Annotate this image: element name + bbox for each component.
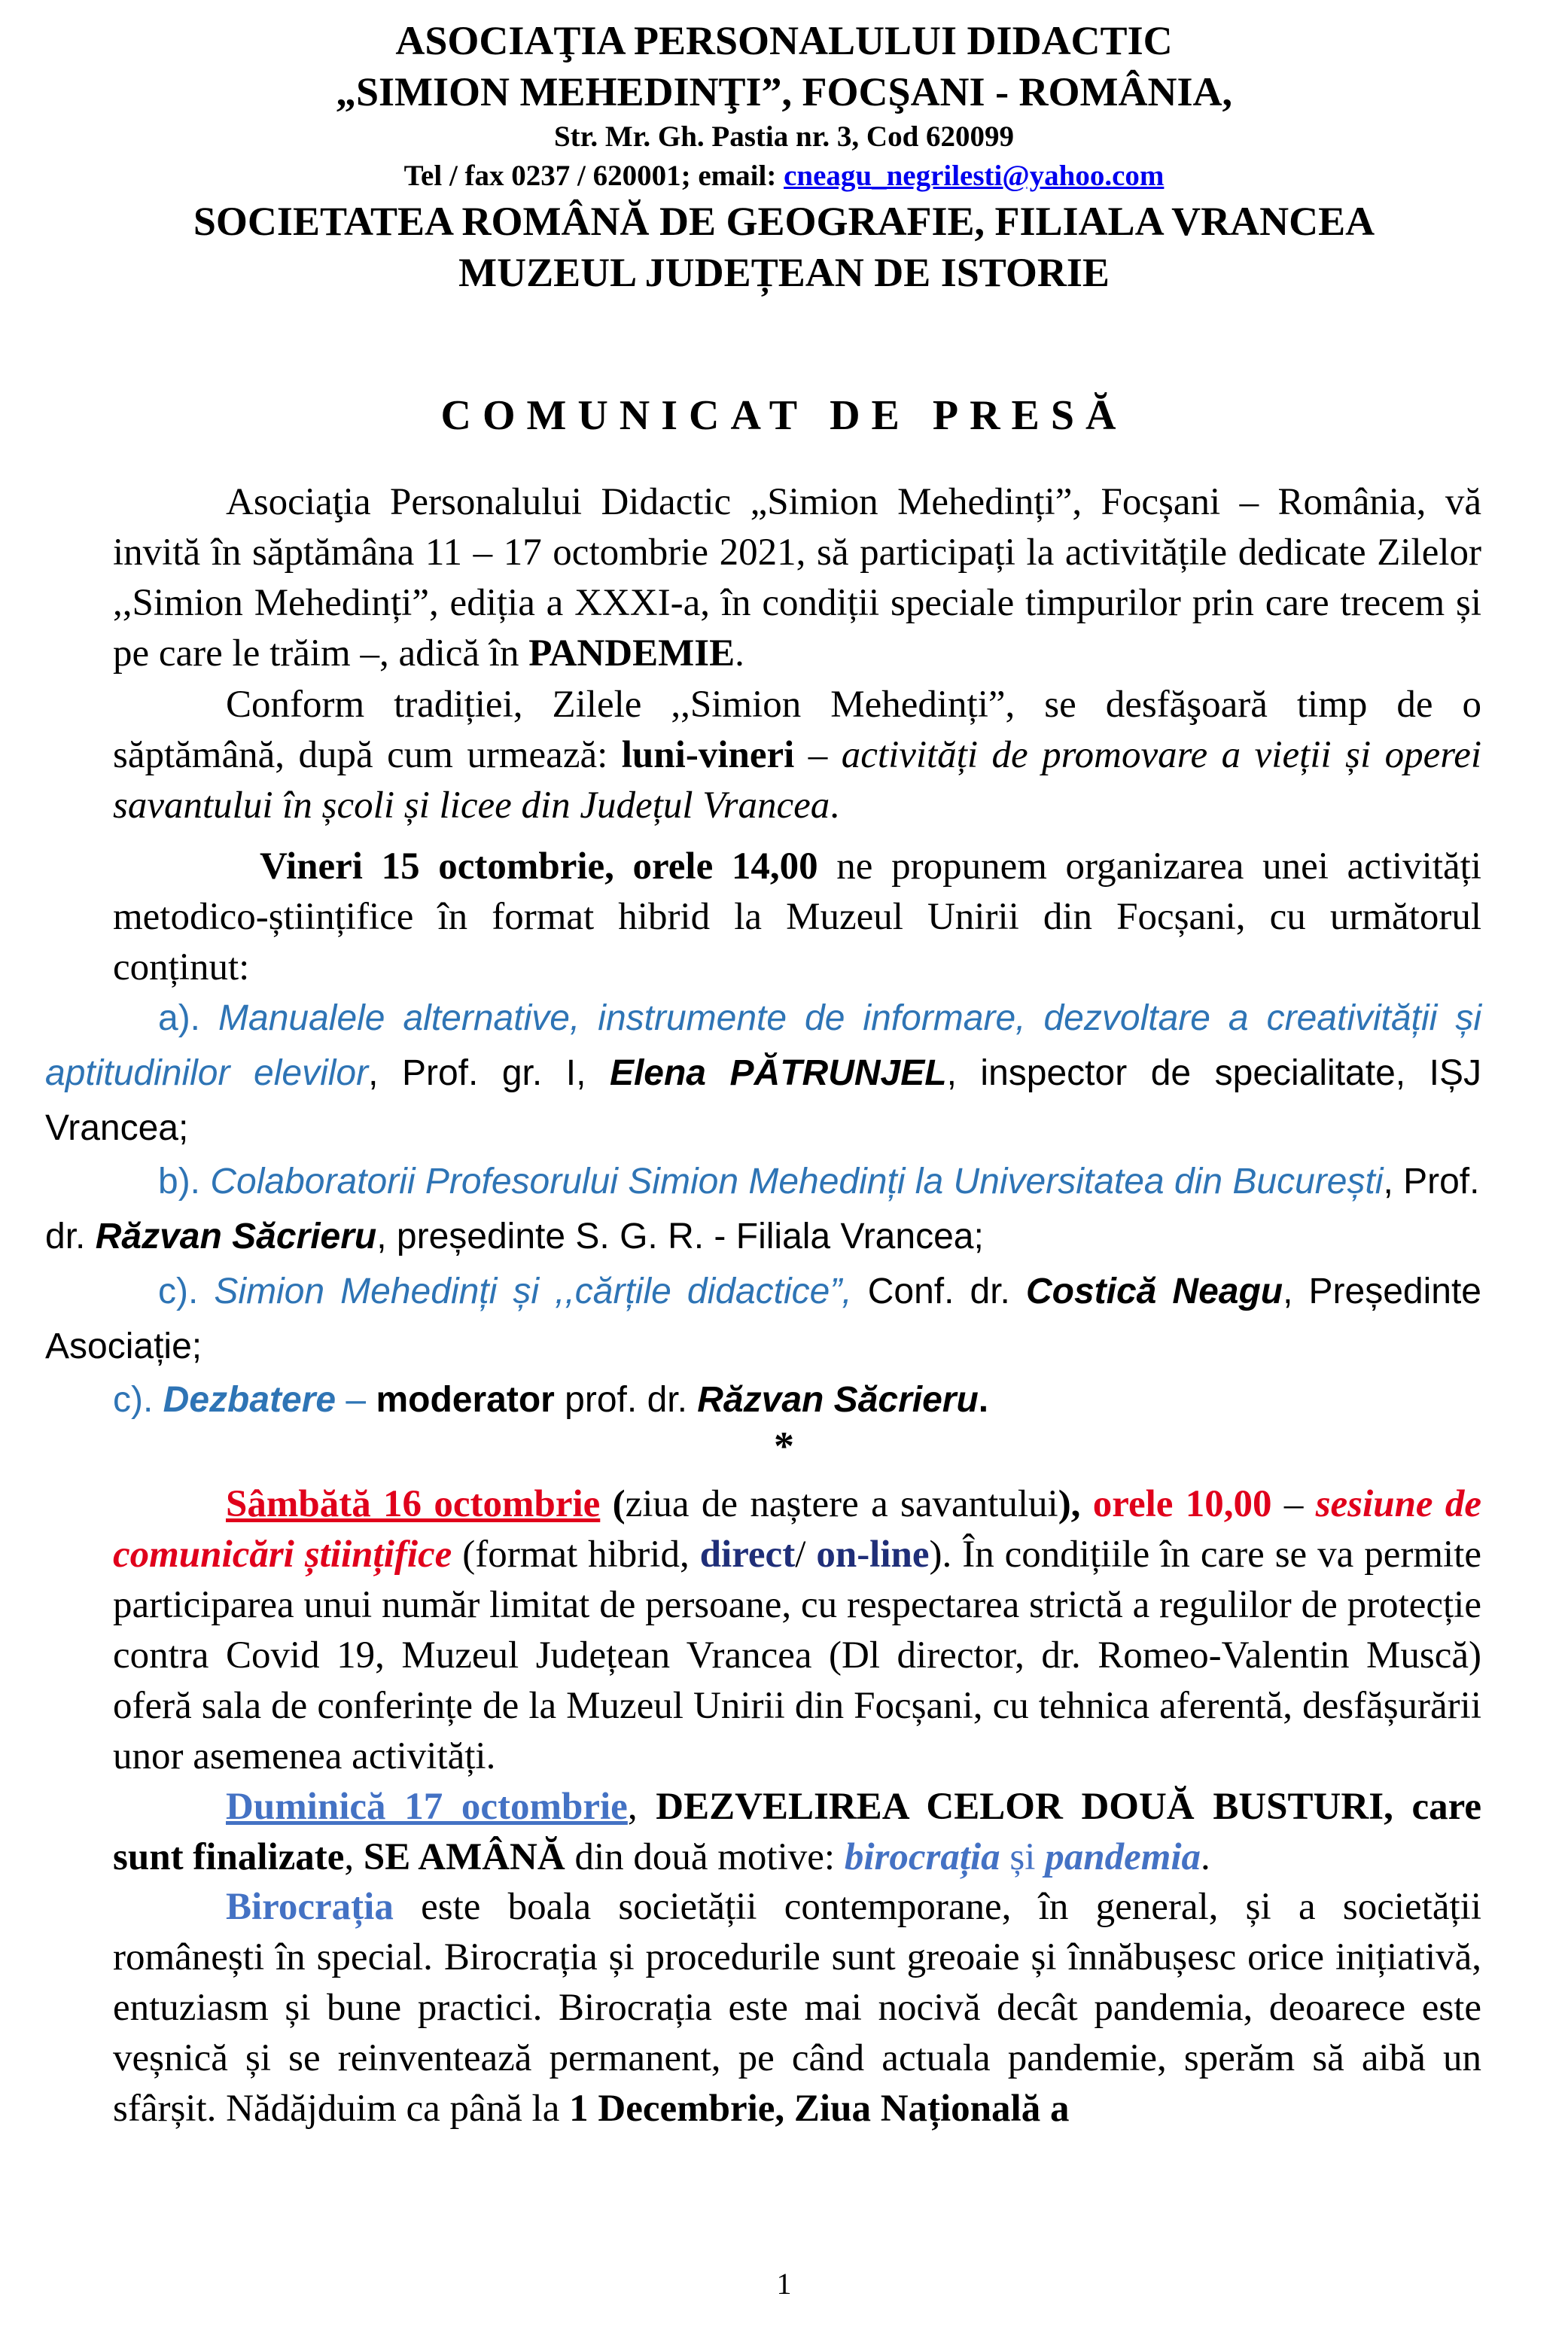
p5-comma-1: ,: [627, 1786, 656, 1828]
agenda-item-a: [45, 991, 1481, 1156]
header-line-5: SOCIETATEA ROMÂNĂ DE GEOGRAFIE, FILIALA VRANCEA: [193, 199, 1375, 244]
item-a-title: Manualele alternative, instrumente de informare, dezvoltare a creativității și aptitudinilor elevilor: [45, 998, 1482, 1093]
p4-text: ). În condițiile în care se va permite participarea unui număr limitat de persoane, cu respectarea strictă a regulilor de protecție contra Covid 19, Muzeul Județean Vrancea (Dl director, dr. Romeo-Valentin Muscă) oferă sala de conferințe de la Muzeul Unirii din Focșani, cu tehnica aferentă, desfășurării unor asemenea activități.: [113, 1534, 1481, 1777]
p5-bold-2: SE AMÂNĂ: [363, 1836, 565, 1878]
item-d-dash: –: [336, 1380, 376, 1420]
item-c-post: , Președinte Asociație;: [45, 1272, 1482, 1366]
item-b-title: Colaboratorii Profesorului Simion Mehedinți la Universitatea din București: [210, 1162, 1384, 1202]
p3-text: ne propunem organizarea unei activități metodico-științifice în format hibrid la Muzeul Unirii din Focșani, cu următorul conținut:: [113, 845, 1481, 988]
p4-slash: /: [795, 1534, 817, 1576]
item-a-marker: a).: [158, 998, 219, 1038]
p5-reason-2: pandemia: [1045, 1836, 1201, 1878]
p2-text-b: –: [794, 734, 842, 776]
p5-and: și: [1000, 1836, 1046, 1878]
paragraph-1: [113, 477, 1481, 679]
item-a-post: , inspector de specialitate, IȘJ Vrancea;: [45, 1053, 1481, 1148]
contact-prefix: Tel / fax 0237 / 620001; email:: [403, 160, 784, 192]
p4-paren-close: ),: [1058, 1483, 1093, 1525]
item-c-pre: Conf. dr.: [851, 1272, 1026, 1311]
item-d-name: Răzvan Săcrieru: [697, 1380, 979, 1420]
p5-reason-1: birocrația: [844, 1836, 1000, 1878]
item-d-title: Dezbatere: [163, 1380, 336, 1420]
email-link[interactable]: cneagu_negrilesti@yahoo.com: [784, 160, 1165, 192]
page-number: 1: [776, 2267, 792, 2301]
p5-end: .: [1201, 1836, 1210, 1878]
p4-session: sesiune de comunicări științifice: [113, 1483, 1482, 1576]
paragraph-5: [113, 1782, 1481, 1883]
agenda-item-b: [45, 1154, 1481, 1264]
item-c-name: Costică Neagu: [1025, 1272, 1283, 1311]
item-a-name: Elena PĂTRUNJEL: [609, 1053, 947, 1093]
item-d-end: .: [978, 1380, 989, 1420]
p5-date: Duminică 17 octombrie: [226, 1786, 628, 1828]
p2-end: .: [830, 784, 840, 827]
p4-time: orele 10,00: [1092, 1483, 1272, 1525]
p4-format: (format hibrid,: [452, 1534, 700, 1576]
p4-birthday: ziua de naștere a savantului: [625, 1483, 1058, 1525]
header-address: Str. Mr. Gh. Pastia nr. 3, Cod 620099: [553, 120, 1015, 153]
header-line-1: ASOCIAŢIA PERSONALULUI DIDACTIC: [395, 18, 1173, 63]
letterhead: [0, 15, 1568, 298]
p2-bold: luni-vineri: [621, 734, 795, 776]
header-contact: [0, 157, 1568, 196]
p4-dash: –: [1271, 1483, 1316, 1525]
item-b-post: , președinte S. G. R. - Filiala Vrancea;: [376, 1217, 984, 1256]
header-line-2: „SIMION MEHEDINŢI”, FOCŞANI - ROMÂNIA,: [335, 69, 1233, 114]
item-c-marker: c).: [158, 1272, 215, 1311]
p5-bold-1: DEZVELIREA CELOR DOUĂ BUSTURI, care sunt finalizate: [113, 1786, 1482, 1878]
p4-date: Sâmbătă 16 octombrie: [226, 1483, 601, 1525]
p5-text: din două motive:: [565, 1836, 845, 1878]
item-d-moderator: moderator: [376, 1380, 555, 1420]
p1-bold: PANDEMIE: [528, 632, 735, 675]
item-c-title: Simion Mehedinți și ,,cărțile didactice”,: [214, 1272, 852, 1311]
p6-text: este boala societății contemporane, în general, și a societății românești în special. Birocrația și procedurile sunt greoaie și înnăbușesc orice inițiativă, entuziasm și bune practici. Birocrația este mai nocivă decât pandemia, deoarece este veșnică și se reinventează permanent, pe când actuala pandemie, sperăm să aibă un sfârșit. Nădăjduim ca până la: [113, 1886, 1481, 2130]
item-b-marker: b).: [158, 1162, 211, 1202]
header-line-6: MUZEUL JUDEȚEAN DE ISTORIE: [458, 250, 1110, 295]
document-title: COMUNICAT DE PRESĂ: [440, 392, 1128, 439]
p6-bold: 1 Decembrie, Ziua Națională a: [569, 2088, 1070, 2130]
p4-direct: direct: [699, 1534, 796, 1576]
paragraph-4: [113, 1479, 1481, 1782]
agenda-item-d: [45, 1372, 1481, 1427]
paragraph-6: [113, 1882, 1481, 2134]
p4-online: on-line: [816, 1534, 930, 1576]
paragraph-3: [113, 842, 1481, 993]
item-a-pre: , Prof. gr. I,: [368, 1053, 610, 1093]
p2-text-a: Conform tradiției, Zilele ,,Simion Mehedinți”, se desfăşoară timp de o săptămână, după cum urmează:: [113, 684, 1481, 776]
item-b-name: Răzvan Săcrieru: [95, 1217, 377, 1256]
p3-bold: Vineri 15 octombrie, orele 14,00: [260, 845, 818, 888]
item-d-marker: c).: [113, 1380, 163, 1420]
section-separator: *: [774, 1424, 794, 1469]
p2-italic: activități de promovare a vieții și operei savantului în școli și licee din Județul Vrancea: [113, 734, 1481, 827]
item-d-pre: prof. dr.: [554, 1380, 698, 1420]
paragraph-2: [113, 680, 1481, 831]
p6-lead: Birocrația: [226, 1886, 394, 1928]
item-b-pre: , Prof. dr.: [45, 1162, 1480, 1256]
p1-end: .: [735, 632, 744, 675]
p5-comma-2: ,: [344, 1836, 364, 1878]
p4-paren-open: (: [600, 1483, 626, 1525]
p1-text: Asociaţia Personalului Didactic „Simion Mehedinți”, Focșani – România, vă invită în săptămâna 11 – 17 octombrie 2021, să participați la activitățile dedicate Zilelor ,,Simion Mehedinți”, ediția a XXXI-a, în condiții speciale timpurilor prin care trecem și pe care le trăim –, adică în: [113, 481, 1481, 675]
agenda-item-c: [45, 1264, 1481, 1374]
